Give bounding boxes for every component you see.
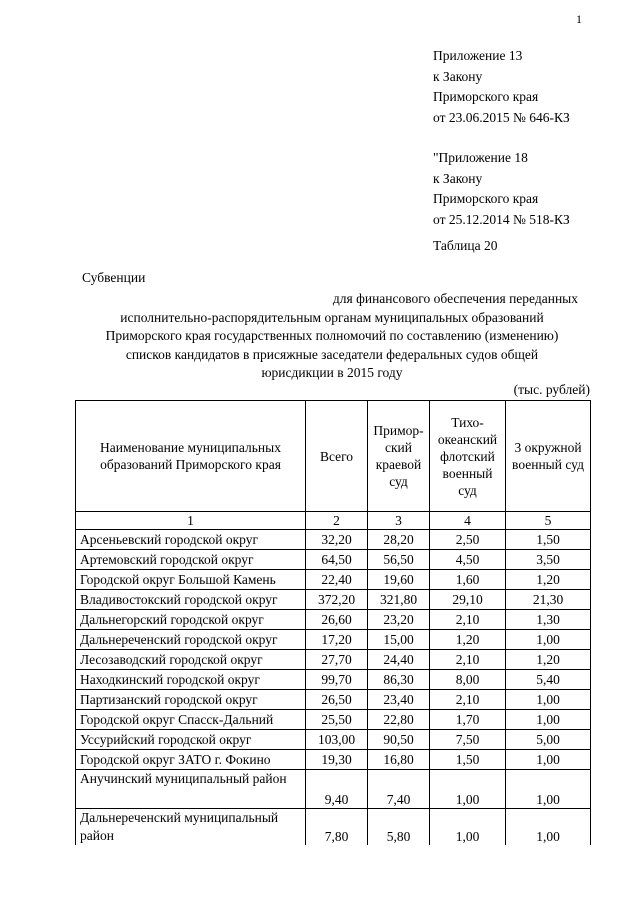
units-label: (тыс. рублей) xyxy=(513,382,590,397)
header-district-court: 3 окружной военный суд xyxy=(506,401,591,512)
row-total: 25,50 xyxy=(306,710,368,730)
row-district-court: 1,00 xyxy=(506,770,591,809)
subventions-table xyxy=(75,400,591,845)
document-title: Субвенции xyxy=(82,270,146,285)
appendix-18-line1: "Приложение 18 xyxy=(433,150,528,165)
row-regional-court: 19,60 xyxy=(368,570,430,590)
table-row xyxy=(76,570,591,590)
row-fleet-court: 1,00 xyxy=(430,770,506,809)
row-total: 17,20 xyxy=(306,630,368,650)
row-total: 9,40 xyxy=(306,770,368,809)
subtitle-line3: Приморского края государственных полномочий по составлению (изменению) xyxy=(105,328,559,343)
row-name: Находкинский городской округ xyxy=(76,670,306,690)
row-fleet-court: 2,10 xyxy=(430,690,506,710)
row-district-court: 1,00 xyxy=(506,710,591,730)
column-number: 2 xyxy=(306,512,368,530)
row-fleet-court: 2,50 xyxy=(430,530,506,550)
row-name: Артемовский городской округ xyxy=(76,550,306,570)
row-district-court: 1,30 xyxy=(506,610,591,630)
table-row xyxy=(76,710,591,730)
appendix-13-line3: Приморского края xyxy=(433,89,539,104)
table-header-row xyxy=(76,401,591,512)
subtitle-line4: списков кандидатов в присяжные заседатели федеральных судов общей xyxy=(125,346,539,362)
subtitle-line5: юрисдикции в 2015 году xyxy=(261,365,403,380)
row-fleet-court: 2,10 xyxy=(430,650,506,670)
row-name: Уссурийский городской округ xyxy=(76,730,306,750)
row-fleet-court: 8,00 xyxy=(430,670,506,690)
header-regional-court: Примор-ский краевой суд xyxy=(368,401,430,512)
row-total: 103,00 xyxy=(306,730,368,750)
table-row xyxy=(76,750,591,770)
row-regional-court: 5,80 xyxy=(368,809,430,846)
table-row xyxy=(76,530,591,550)
row-district-court: 5,40 xyxy=(506,670,591,690)
row-total: 26,50 xyxy=(306,690,368,710)
row-fleet-court: 1,50 xyxy=(430,750,506,770)
row-district-court: 1,20 xyxy=(506,570,591,590)
row-fleet-court: 2,10 xyxy=(430,610,506,630)
table-row xyxy=(76,730,591,750)
appendix-18-block xyxy=(433,148,570,230)
table-row xyxy=(76,650,591,670)
row-total: 19,30 xyxy=(306,750,368,770)
row-fleet-court: 29,10 xyxy=(430,590,506,610)
subtitle-line2: исполнительно-распорядительным органам муниципальных образований xyxy=(120,309,544,325)
column-number: 1 xyxy=(76,512,306,530)
row-total: 26,60 xyxy=(306,610,368,630)
row-fleet-court: 1,20 xyxy=(430,630,506,650)
row-district-court: 1,00 xyxy=(506,630,591,650)
table-row xyxy=(76,690,591,710)
row-fleet-court: 7,50 xyxy=(430,730,506,750)
table-row xyxy=(76,610,591,630)
table-label: Таблица 20 xyxy=(433,238,498,253)
row-name: Анучинский муниципальный район xyxy=(76,770,306,809)
column-number: 5 xyxy=(506,512,591,530)
table-row xyxy=(76,670,591,690)
row-fleet-court: 1,60 xyxy=(430,570,506,590)
row-district-court: 5,00 xyxy=(506,730,591,750)
appendix-18-line4: от 25.12.2014 № 518-КЗ xyxy=(433,211,570,227)
row-name: Владивостокский городской округ xyxy=(76,590,306,610)
row-total: 7,80 xyxy=(306,809,368,846)
row-district-court: 3,50 xyxy=(506,550,591,570)
row-regional-court: 23,20 xyxy=(368,610,430,630)
appendix-13-line2: к Закону xyxy=(433,68,483,84)
row-name: Лесозаводский городской округ xyxy=(76,650,306,670)
row-name: Дальнереченский муниципальный район xyxy=(76,809,306,846)
row-regional-court: 15,00 xyxy=(368,630,430,650)
column-number: 3 xyxy=(368,512,430,530)
row-total: 22,40 xyxy=(306,570,368,590)
header-total: Всего xyxy=(306,401,368,512)
column-number-row xyxy=(76,512,591,530)
row-regional-court: 16,80 xyxy=(368,750,430,770)
row-name: Арсеньевский городской округ xyxy=(76,530,306,550)
row-district-court: 1,00 xyxy=(506,690,591,710)
row-total: 64,50 xyxy=(306,550,368,570)
subtitle-line1: для финансового обеспечения переданных xyxy=(332,291,578,306)
row-district-court: 1,20 xyxy=(506,650,591,670)
row-regional-court: 28,20 xyxy=(368,530,430,550)
row-regional-court: 321,80 xyxy=(368,590,430,610)
row-total: 99,70 xyxy=(306,670,368,690)
row-name: Партизанский городской округ xyxy=(76,690,306,710)
table-row xyxy=(76,770,591,809)
appendix-13-line4: от 23.06.2015 № 646-КЗ xyxy=(433,109,570,125)
row-name: Городской округ Большой Камень xyxy=(76,570,306,590)
row-total: 372,20 xyxy=(306,590,368,610)
column-number: 4 xyxy=(430,512,506,530)
page-number: 1 xyxy=(576,12,582,26)
document-subtitle xyxy=(72,290,592,383)
row-regional-court: 56,50 xyxy=(368,550,430,570)
row-regional-court: 23,40 xyxy=(368,690,430,710)
appendix-18-line3: Приморского края xyxy=(433,191,539,206)
appendix-18-line2: к Закону xyxy=(433,170,483,186)
row-name: Дальнереченский городской округ xyxy=(76,630,306,650)
row-district-court: 1,00 xyxy=(506,809,591,846)
row-total: 32,20 xyxy=(306,530,368,550)
row-regional-court: 7,40 xyxy=(368,770,430,809)
appendix-13-line1: Приложение 13 xyxy=(433,48,523,63)
table-row xyxy=(76,550,591,570)
row-fleet-court: 1,70 xyxy=(430,710,506,730)
header-name: Наименование муниципальных образований Приморского края xyxy=(76,401,306,512)
table-row xyxy=(76,630,591,650)
row-regional-court: 86,30 xyxy=(368,670,430,690)
table-row xyxy=(76,809,591,846)
row-name: Дальнегорский городской округ xyxy=(76,610,306,630)
row-fleet-court: 1,00 xyxy=(430,809,506,846)
row-name: Городской округ Спасск-Дальний xyxy=(76,710,306,730)
row-name: Городской округ ЗАТО г. Фокино xyxy=(76,750,306,770)
row-regional-court: 90,50 xyxy=(368,730,430,750)
header-fleet-court: Тихо-океанский флотский военный суд xyxy=(430,401,506,512)
table-row xyxy=(76,590,591,610)
row-district-court: 21,30 xyxy=(506,590,591,610)
row-district-court: 1,00 xyxy=(506,750,591,770)
row-total: 27,70 xyxy=(306,650,368,670)
row-regional-court: 24,40 xyxy=(368,650,430,670)
row-fleet-court: 4,50 xyxy=(430,550,506,570)
row-regional-court: 22,80 xyxy=(368,710,430,730)
appendix-13-block xyxy=(433,46,570,128)
row-district-court: 1,50 xyxy=(506,530,591,550)
